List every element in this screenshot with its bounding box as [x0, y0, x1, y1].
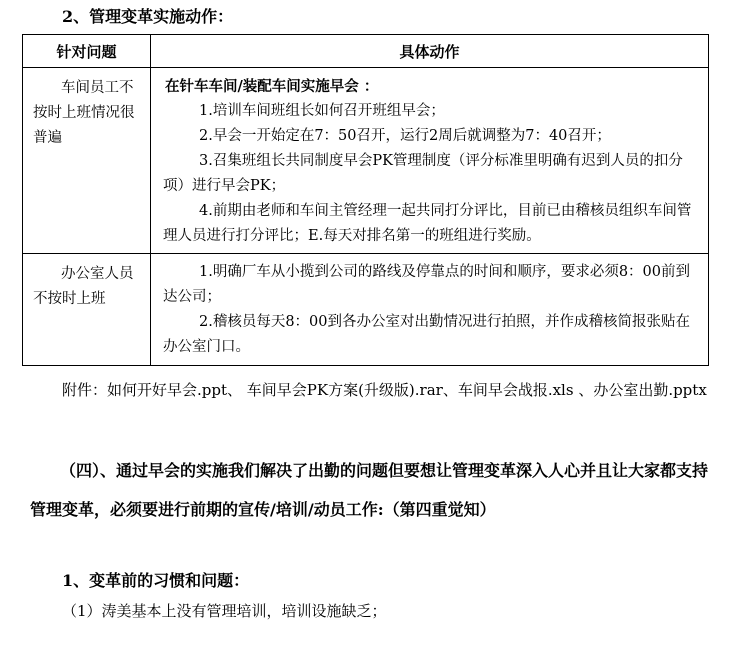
header-actions: 具体动作 — [151, 35, 709, 68]
action-item: 2.稽核员每天8：00到各办公室对出勤情况进行拍照，并作成稽核简报张贴在办公室门口。 — [163, 314, 691, 355]
issue-cell — [23, 68, 151, 254]
section-heading: 2、管理变革实施动作： — [62, 7, 234, 26]
subheading: 1、变革前的习惯和问题： — [62, 571, 250, 590]
list-item: （1）涛美基本上没有管理培训，培训设施缺乏； — [62, 602, 387, 620]
action-lead: 在针车车间/装配车间实施早会 ： — [165, 78, 379, 95]
table-header-row — [23, 35, 709, 68]
action-cell — [151, 254, 709, 366]
action-item: 3.召集班组长共同制度早会PK管理制度（评分标准里明确有迟到人员的扣分项）进行早会PK； — [163, 153, 683, 194]
action-item: 1.明确厂车从小揽到公司的路线及停靠点的时间和顺序，要求必须8：00前到达公司； — [163, 264, 691, 305]
action-item: 4.前期由老师和车间主管经理一起共同打分评比，目前已由稽核员组织车间管理人员进行打分评比；E.每天对排名第一的班组进行奖励。 — [163, 203, 692, 244]
action-item: 2.早会一开始定在7：50召开，运行2周后就调整为7：40召开； — [199, 128, 611, 144]
action-item: 1.培训车间班组长如何召开班组早会； — [199, 103, 445, 119]
action-cell — [151, 68, 709, 254]
table-row — [23, 254, 709, 366]
section-four-paragraph: （四）、通过早会的实施我们解决了出勤的问题但要想让管理变革深入人心并且让大家都支持管理变革，必须要进行前期的宣传/培训/动员工作:（第四重觉知） — [30, 461, 709, 519]
table-row — [23, 68, 709, 254]
issue-cell — [23, 254, 151, 366]
issue-text: 车间员工不按时上班情况很普遍 — [33, 80, 135, 146]
header-issue: 针对问题 — [23, 35, 151, 68]
attachments-paragraph: 附件：如何开好早会.ppt、 车间早会PK方案(升级版).rar、车间早会战报.xls 、办公室出勤.pptx — [62, 381, 707, 399]
actions-table — [22, 34, 709, 366]
issue-text: 办公室人员不按时上班 — [33, 266, 134, 307]
